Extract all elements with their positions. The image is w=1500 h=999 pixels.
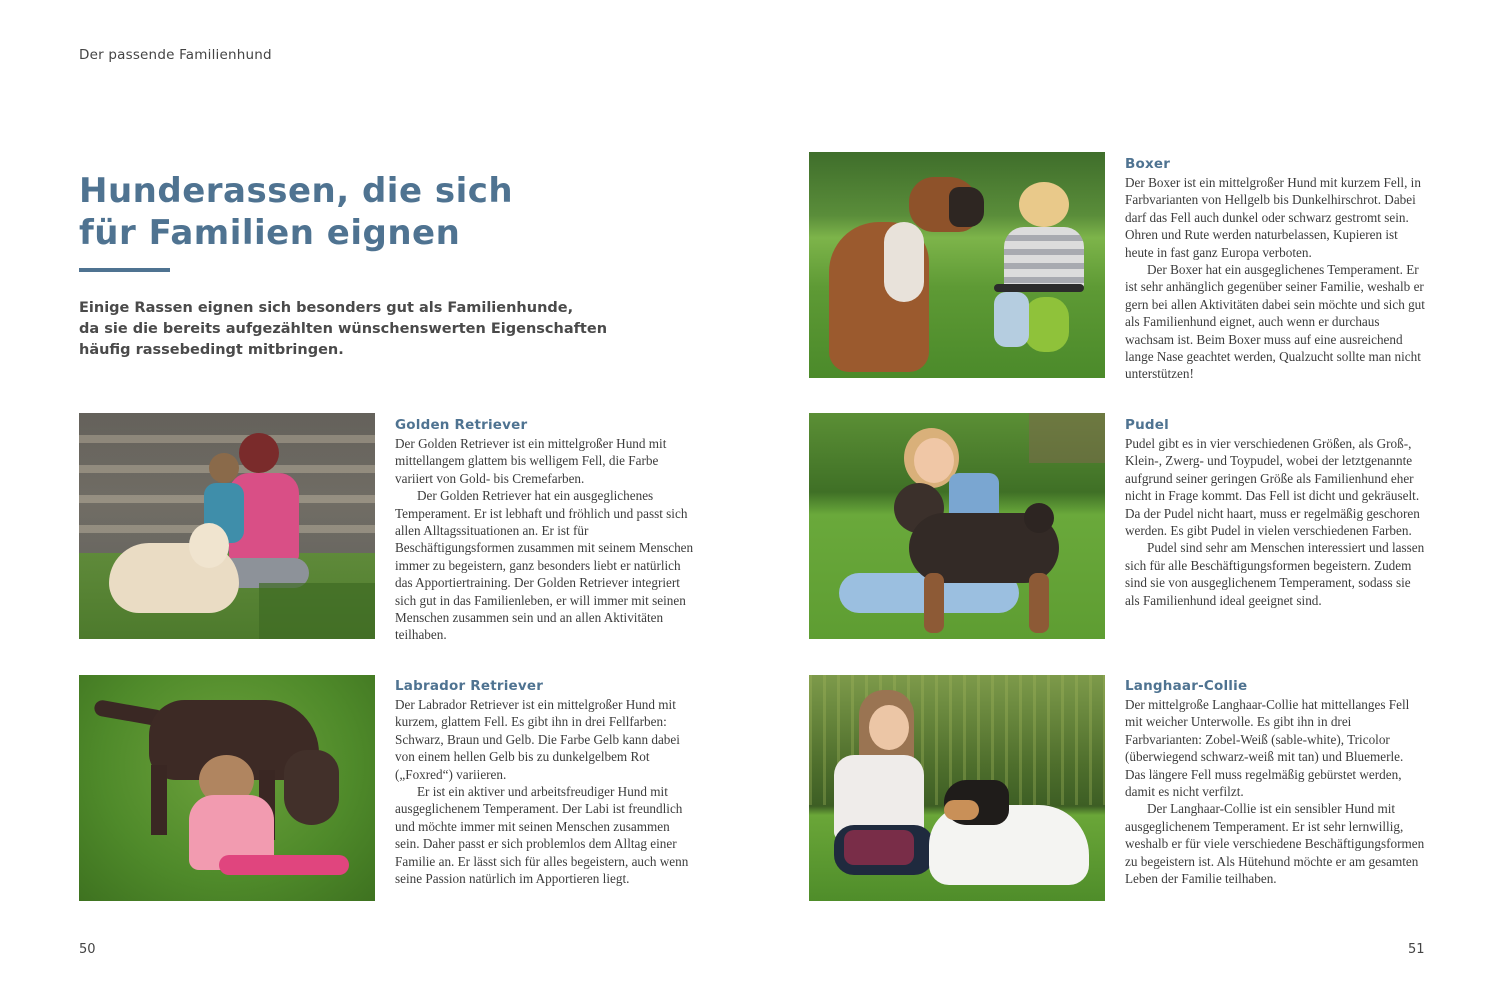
chapter-title-line-1: Hunderassen, die sich xyxy=(79,171,514,211)
breed-heading: Langhaar-Collie xyxy=(1125,678,1248,694)
title-rule xyxy=(79,268,170,272)
breed-paragraph: Pudel gibt es in vier verschiedenen Größen, als Groß-, Klein-, Zwerg- und Toypudel, wobei der letztgenannte aufgrund seiner geringen Größe als Familienhund eher nicht in Frage kommt. Das Fell ist dicht und gekräuselt. Da der Pudel nicht haart, muss er regelmäßig geschoren werden. Es gibt Pudel in vielen verschiedenen Farben. xyxy=(1125,436,1420,539)
breed-paragraph: Pudel sind sehr am Menschen interessiert und lassen sich für alle Beschäftigungsformen begeistern. Zudem sind sie von ausgeglichenem Temperament, sodass sie als Familienhund ideal geeignet sind. xyxy=(1125,540,1425,608)
intro-line: häufig rassebedingt mitbringen. xyxy=(79,342,344,358)
breed-paragraph: Der Boxer hat ein ausgeglichenes Temperament. Er ist sehr anhänglich gegenüber seiner Familie, weshalb er gern bei allen Aktivitäten dabei sein möchte und sich gut als Familienhund eignet, auch wenn er durchaus wachsam ist. Beim Boxer muss auf eine ausreichend lange Nase geachtet werden, Qualzucht sollte man nicht unterstützen! xyxy=(1125,262,1425,382)
breed-section-labrador-retriever xyxy=(395,678,695,887)
breed-paragraph: Der Golden Retriever hat ein ausgeglichenes Temperament. Er ist lebhaft und fröhlich und passt sich allen Alltagssituationen an. Er ist für Beschäftigungsformen zusammen mit seinem Menschen immer zu begeistern, ganz besonders liebt er natürlich das Apportiertraining. Der Golden Retriever integriert sich gut in das Familienleben, er will immer mit seinen Menschen zusammen sein und an allen Aktivitäten teilhaben. xyxy=(395,488,694,643)
running-head: Der passende Familienhund xyxy=(79,47,272,63)
page-number-right: 51 xyxy=(1408,942,1425,957)
breed-paragraph: Der mittelgroße Langhaar-Collie hat mittellanges Fell mit weicher Unterwolle. Es gibt ihn in drei Farbvarianten: Zobel-Weiß (sable-white), Tricolor (überwiegend schwarz-weiß mit tan) und Bluemerle. Das längere Fell muss regelmäßig gebürstet werden, damit es nicht verfilzt. xyxy=(1125,697,1410,800)
page-number-left: 50 xyxy=(79,942,96,957)
breed-heading: Labrador Retriever xyxy=(395,678,544,694)
breed-heading: Boxer xyxy=(1125,156,1171,172)
breed-paragraph: Der Labrador Retriever ist ein mittelgroßer Hund mit kurzem, glattem Fell. Es gibt ihn in drei Fellfarben: Schwarz, Braun und Gelb. Die Farbe Gelb kann dabei von einem hellen Gelb bis zu dunkelgelbem Rot („Foxred“) variieren. xyxy=(395,697,680,782)
breed-paragraph: Der Boxer ist ein mittelgroßer Hund mit kurzem Fell, in Farbvarianten von Hellgelb bis Dunkelhirschrot. Dabei darf das Fell auch dunkel oder schwarz gestromt sein. Ohren und Rute werden naturbelassen, Kupieren ist heute in fast ganz Europa verboten. xyxy=(1125,175,1421,260)
chapter-intro xyxy=(79,298,639,361)
breed-paragraph: Der Langhaar-Collie ist ein sensibler Hund mit ausgeglichenem Temperament. Er ist sehr lernwillig, weshalb er für viele verschiedene Beschäftigungsformen zu begeistern ist. Als Hütehund möchte er am gesamten Leben der Familie teilhaben. xyxy=(1125,801,1425,887)
intro-line: Einige Rassen eignen sich besonders gut als Familienhunde, xyxy=(79,300,574,316)
breed-heading: Pudel xyxy=(1125,417,1169,433)
breed-paragraph: Der Golden Retriever ist ein mittelgroßer Hund mit mittellangem glattem bis welligem Fell, die Farbe variiert von Gold- bis Cremefarben. xyxy=(395,436,667,486)
chapter-title-line-2: für Familien eignen xyxy=(79,213,461,253)
breed-section-golden-retriever xyxy=(395,417,695,644)
photo-boxer xyxy=(809,152,1105,378)
breed-paragraph: Er ist ein aktiver und arbeitsfreudiger Hund mit ausgeglichenem Temperament. Der Labi ist freundlich und möchte immer mit seinen Menschen zusammen sein. Daher passt er sich problemlos dem Alltag einer Familie an. Er lässt sich für alles begeistern, auch wenn seine Passion natürlich im Apportieren liegt. xyxy=(395,784,689,887)
breed-section-pudel xyxy=(1125,417,1425,609)
intro-line: da sie die bereits aufgezählten wünschenswerten Eigenschaften xyxy=(79,321,608,337)
breed-section-langhaar-collie xyxy=(1125,678,1425,887)
photo-pudel xyxy=(809,413,1105,639)
breed-section-boxer xyxy=(1125,156,1425,383)
breed-heading: Golden Retriever xyxy=(395,417,528,433)
photo-golden-retriever xyxy=(79,413,375,639)
photo-labrador-retriever xyxy=(79,675,375,901)
photo-langhaar-collie xyxy=(809,675,1105,901)
chapter-title xyxy=(79,170,639,254)
